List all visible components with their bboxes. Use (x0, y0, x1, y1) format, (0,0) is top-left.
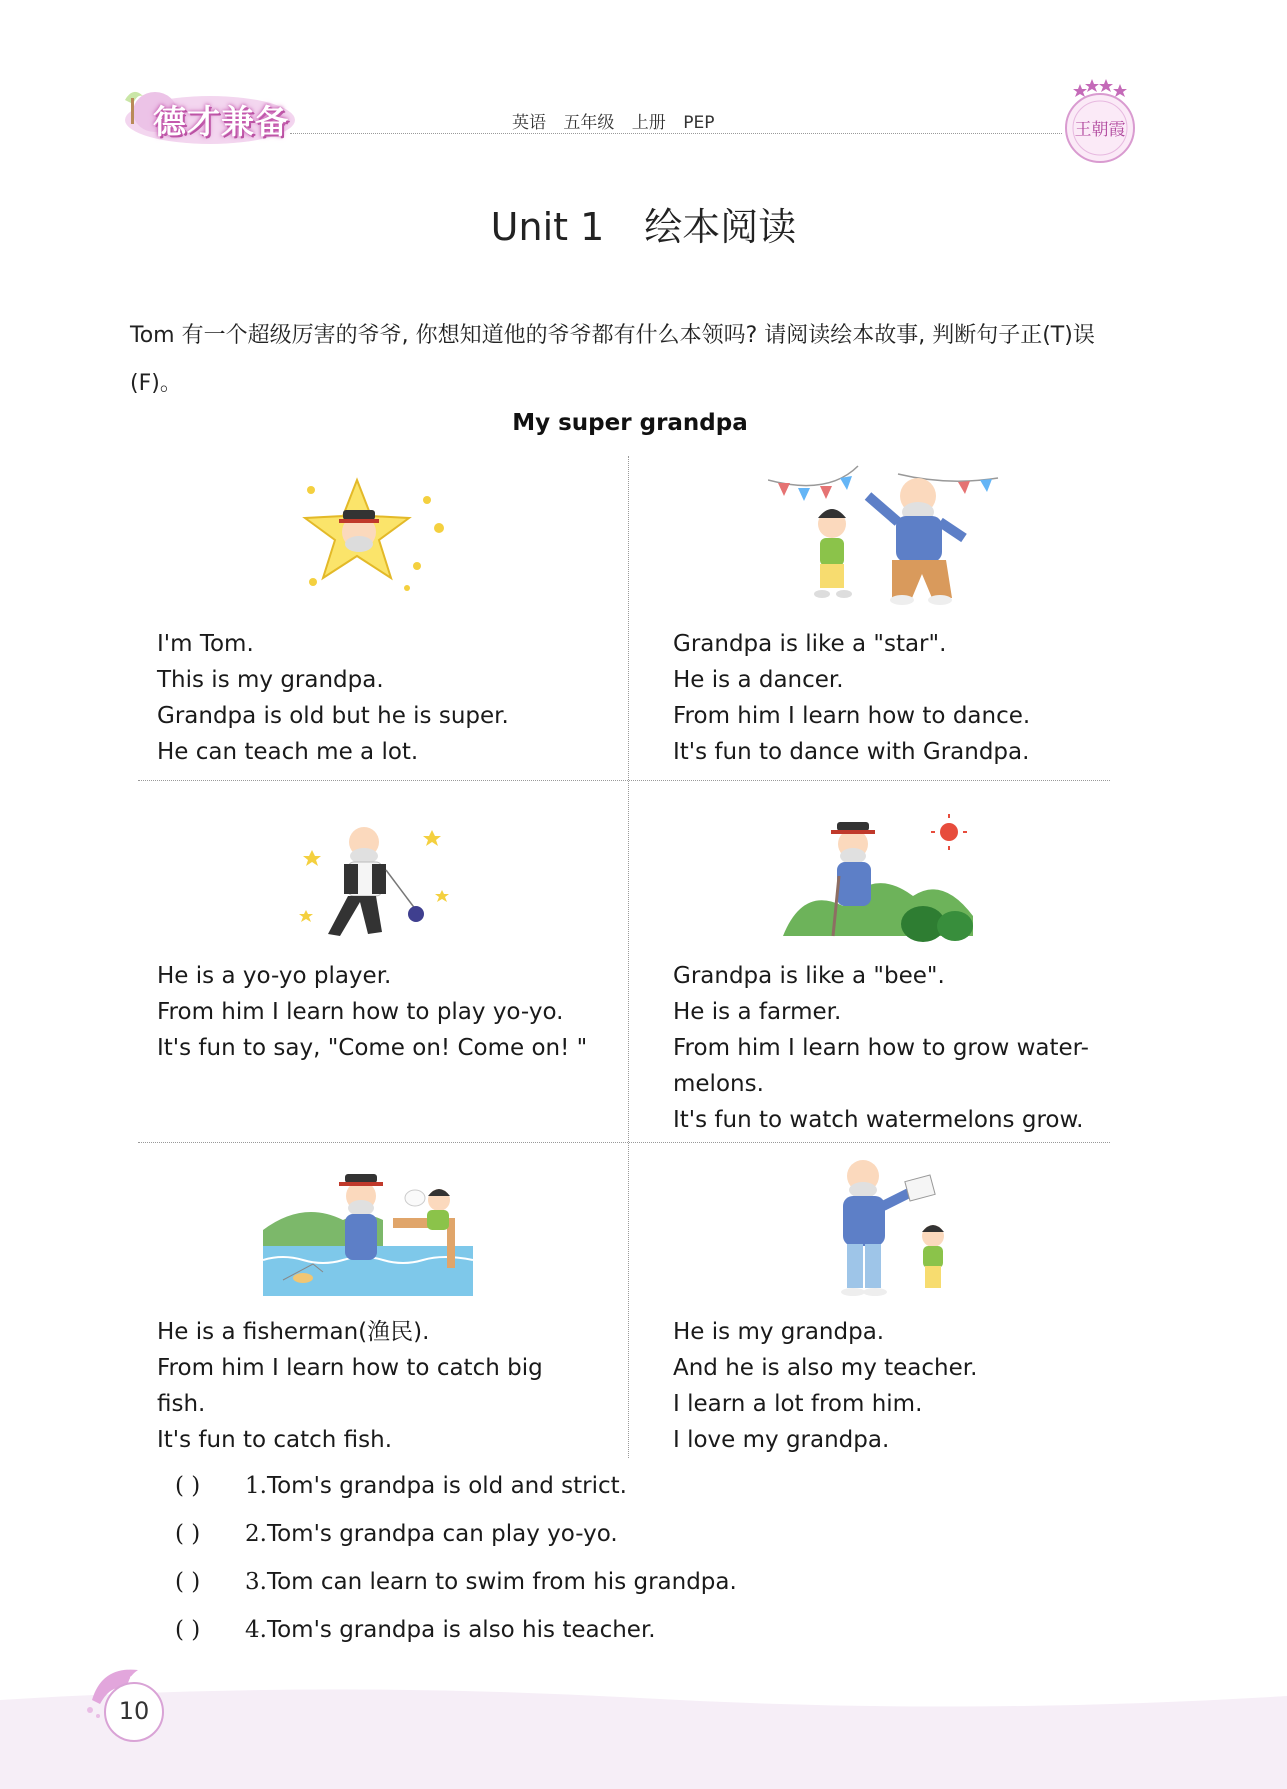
panel-line: Grandpa is old but he is super. (157, 703, 509, 729)
panel-line: It's fun to say, "Come on! Come on! " (157, 1035, 588, 1061)
question-number: 2. (245, 1521, 267, 1547)
brand-logo (115, 82, 295, 152)
story-panel-1 (157, 470, 607, 770)
panel-line: melons. (673, 1071, 764, 1097)
panel-line: I learn a lot from him. (673, 1391, 923, 1417)
answer-blank[interactable]: ( ) (175, 1617, 201, 1643)
page-number: 10 (104, 1682, 164, 1742)
grandpa-fishing-illustration (263, 1160, 473, 1300)
seal-logo (1058, 76, 1142, 168)
grid-divider-2 (138, 1142, 1110, 1143)
panel-text-3 (157, 958, 587, 1066)
question-number: 3. (245, 1569, 267, 1595)
panel-line: From him I learn how to catch big (157, 1355, 543, 1381)
story-panel-3 (157, 800, 607, 1120)
panel-line: He is a yo-yo player. (157, 963, 392, 989)
footer-wave (0, 1680, 1287, 1789)
seal-text: 王朝霞 (1074, 120, 1126, 140)
book-info: 英语 五年级 上册 PEP (512, 113, 715, 133)
panel-line: He is a farmer. (673, 999, 842, 1025)
panel-line: From him I learn how to grow water- (673, 1035, 1089, 1061)
panel-line: I'm Tom. (157, 631, 254, 657)
panel-line: I love my grandpa. (673, 1427, 890, 1453)
panel-line: And he is also my teacher. (673, 1355, 978, 1381)
question-number: 4. (245, 1617, 267, 1643)
question-3 (175, 1558, 737, 1606)
panel-text-5 (157, 1314, 543, 1458)
question-text: Tom's grandpa is old and strict. (266, 1473, 627, 1499)
panel-line: He is a dancer. (673, 667, 844, 693)
story-panel-6 (673, 1152, 1113, 1462)
panel-text-2 (673, 626, 1030, 770)
panel-text-6 (673, 1314, 977, 1458)
panel-text-4 (673, 958, 1089, 1138)
unit-number: Unit 1 (490, 205, 605, 249)
unit-name: 绘本阅读 (644, 205, 797, 249)
brand-text: 德才兼备 (153, 102, 289, 141)
panel-line: He is a fisherman(渔民). (157, 1319, 430, 1345)
panel-line: fish. (157, 1391, 206, 1417)
story-panel-2 (673, 456, 1113, 776)
grid-divider-1 (138, 780, 1110, 781)
question-2 (175, 1510, 737, 1558)
panel-line: He is my grandpa. (673, 1319, 885, 1345)
grandpa-dancing-illustration (768, 456, 1008, 616)
true-false-questions (175, 1462, 737, 1654)
grandpa-farmer-illustration (783, 806, 983, 956)
panel-line: It's fun to watch watermelons grow. (673, 1107, 1084, 1133)
story-panel-5 (157, 1160, 607, 1460)
question-text: Tom can learn to swim from his grandpa. (266, 1569, 737, 1595)
panel-line: This is my grandpa. (157, 667, 384, 693)
question-text: Tom's grandpa is also his teacher. (266, 1617, 656, 1643)
unit-title (0, 196, 1287, 251)
grid-vertical-divider (628, 456, 629, 1458)
grandpa-teacher-illustration (803, 1152, 973, 1302)
panel-line: From him I learn how to play yo-yo. (157, 999, 564, 1025)
grandpa-star-illustration (287, 470, 457, 600)
answer-blank[interactable]: ( ) (175, 1473, 201, 1499)
instruction-text: Tom 有一个超级厉害的爷爷, 你想知道他的爷爷都有什么本领吗? 请阅读绘本故事, 判断句子正(T)误(F)。 (130, 323, 1095, 396)
question-text: Tom's grandpa can play yo-yo. (266, 1521, 618, 1547)
panel-line: From him I learn how to dance. (673, 703, 1031, 729)
grandpa-yoyo-illustration (292, 810, 462, 950)
question-4 (175, 1606, 737, 1654)
panel-line: Grandpa is like a "bee". (673, 963, 945, 989)
answer-blank[interactable]: ( ) (175, 1521, 201, 1547)
panel-line: It's fun to dance with Grandpa. (673, 739, 1030, 765)
answer-blank[interactable]: ( ) (175, 1569, 201, 1595)
seal-icon (1058, 76, 1142, 168)
question-1 (175, 1462, 737, 1510)
header-divider (290, 133, 1062, 134)
page-header (0, 0, 1287, 170)
panel-line: He can teach me a lot. (157, 739, 419, 765)
story-title: My super grandpa (512, 410, 748, 436)
story-panel-4 (673, 800, 1113, 1140)
panel-line: It's fun to catch fish. (157, 1427, 393, 1453)
question-number: 1. (245, 1473, 267, 1499)
panel-text-1 (157, 626, 509, 770)
panel-line: Grandpa is like a "star". (673, 631, 947, 657)
